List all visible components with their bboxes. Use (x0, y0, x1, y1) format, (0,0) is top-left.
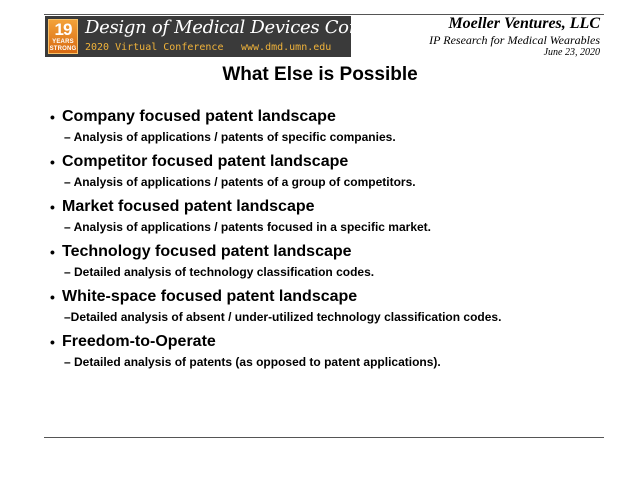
bullet-item (50, 197, 620, 235)
bullet-heading (50, 242, 620, 262)
conference-logo (45, 16, 427, 57)
badge-text: YEARS STRONG (49, 39, 77, 52)
bullet-dot-icon: • (50, 199, 55, 215)
bullet-heading-text: Market focused patent landscape (62, 198, 315, 215)
slide-title: What Else is Possible (222, 64, 418, 85)
bullet-heading-text: Competitor focused patent landscape (62, 153, 349, 170)
bullet-heading (50, 152, 620, 172)
bullet-list (50, 107, 620, 377)
bullet-item (50, 242, 620, 280)
bullet-heading (50, 287, 620, 307)
bullet-detail: – Analysis of applications / patents of specific companies. (64, 130, 396, 144)
bullet-item (50, 107, 620, 145)
conference-url: www.dmd.umn.edu (241, 42, 332, 53)
bullet-heading (50, 197, 620, 217)
bullet-detail: – Analysis of applications / patents focused in a specific market. (64, 220, 432, 234)
badge-number: 19 (54, 20, 72, 39)
bullet-dot-icon: • (50, 154, 55, 170)
bullet-dot-icon: • (50, 289, 55, 305)
bullet-detail: – Detailed analysis of technology classification codes. (64, 265, 375, 279)
bullet-item (50, 332, 620, 370)
presentation-date: June 23, 2020 (543, 47, 600, 58)
conference-subtitle: 2020 Virtual Conference (85, 42, 224, 53)
bullet-heading-text: White-space focused patent landscape (62, 288, 358, 305)
bullet-dot-icon: • (50, 334, 55, 350)
bullet-heading-text: Freedom-to-Operate (62, 333, 216, 350)
bullet-item (50, 152, 620, 190)
bullet-dot-icon: • (50, 244, 55, 260)
footer-rule (44, 437, 604, 438)
bullet-heading-text: Company focused patent landscape (62, 108, 336, 125)
bullet-item (50, 287, 620, 325)
bullet-detail: – Analysis of applications / patents of a group of competitors. (64, 175, 416, 189)
bullet-heading (50, 107, 620, 127)
bullet-heading-text: Technology focused patent landscape (62, 243, 352, 260)
bullet-heading (50, 332, 620, 352)
company-tagline: IP Research for Medical Wearables (429, 33, 600, 47)
bullet-dot-icon: • (50, 109, 55, 125)
bullet-detail: – Detailed analysis of patents (as opposed to patent applications). (64, 355, 441, 369)
company-name: Moeller Ventures, LLC (448, 15, 600, 32)
conference-title: Design of Medical Devices Conference (85, 17, 427, 38)
company-block (429, 15, 600, 59)
years-badge (48, 19, 78, 54)
bullet-detail: –Detailed analysis of absent / under-utilized technology classification codes. (64, 310, 502, 324)
